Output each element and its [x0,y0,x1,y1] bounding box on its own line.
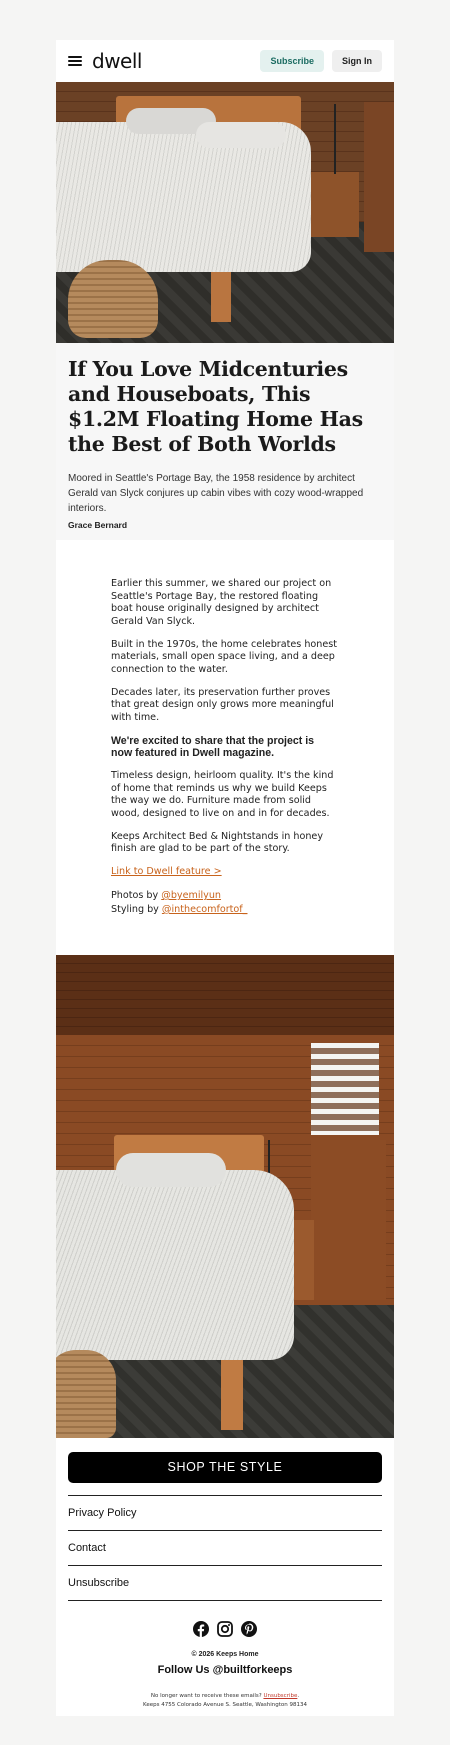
styling-prefix: Styling by [111,904,162,915]
divider [68,1600,382,1601]
body-paragraph: Built in the 1970s, the home celebrates honest materials, small open space living, and a deep connection to the water. [111,638,338,675]
sign-in-button[interactable]: Sign In [332,50,382,72]
legal-prefix: No longer want to receive these emails? [150,1693,264,1699]
article-dek: Moored in Seattle's Portage Bay, the 1958 residence by architect Gerald van Slyck conjures up cabin vibes with cozy wood-wrapped interiors. [68,473,364,514]
instagram-icon[interactable] [217,1621,233,1637]
photo-credit [111,889,338,917]
body-paragraph: Timeless design, heirloom quality. It's the kind of home that reminds us why we build Keeps the way we do. Furniture made from solid wood, designed to live on and in for decades. [111,770,334,819]
copyright-text: © 2026 Keeps Home [191,1651,259,1658]
menu-icon[interactable] [68,56,82,66]
photos-prefix: Photos by [111,890,162,901]
article-intro [56,343,394,540]
body-paragraph: Decades later, its preservation further proves that great design only grows more meaningful with time. [111,686,334,723]
follow-us-text[interactable]: Follow Us @builtforkeeps [157,1664,293,1676]
shop-the-style-button[interactable]: SHOP THE STYLE [68,1452,382,1483]
privacy-policy-link[interactable]: Privacy Policy [68,1507,137,1519]
pinterest-icon[interactable] [241,1621,257,1637]
subscribe-button[interactable]: Subscribe [260,50,324,72]
contact-link[interactable]: Contact [68,1542,106,1554]
legal-suffix: . [297,1693,300,1699]
stylist-link[interactable]: @inthecomfortof_ [161,904,248,915]
photographer-link[interactable]: @byemilyun [161,890,222,901]
bedroom-detail-image [56,955,394,1438]
dwell-feature-link[interactable]: Link to Dwell feature > [111,866,222,877]
article-byline: Grace Bernard [68,520,128,530]
social-icons [68,1621,382,1637]
unsubscribe-link[interactable]: Unsubscribe [68,1577,130,1589]
legal-notice [68,1692,382,1710]
company-address: Keeps 4755 Colorado Avenue S. Seattle, Washington 98134 [143,1702,307,1708]
legal-unsubscribe-link[interactable]: Unsubscribe [263,1693,298,1699]
header-bar [56,40,394,82]
email-container [56,40,394,1716]
body-copy [56,540,394,955]
body-paragraph-highlight: We're excited to share that the project is now featured in Dwell magazine. [111,734,315,759]
dwell-logo[interactable]: dwell [92,49,142,73]
facebook-icon[interactable] [193,1621,209,1637]
footer-links [68,1495,382,1601]
article-headline[interactable]: If You Love Midcenturies and Houseboats, This $1.2M Floating Home Has the Best of Both Worlds [68,357,363,456]
hero-bedroom-image [56,82,394,343]
body-paragraph: Keeps Architect Bed & Nightstands in honey finish are glad to be part of the story. [111,830,324,854]
body-paragraph: Earlier this summer, we shared our project on Seattle's Portage Bay, the restored floating boat house originally designed by architect Gerald Van Slyck. [111,578,332,627]
email-footer [56,1438,394,1716]
